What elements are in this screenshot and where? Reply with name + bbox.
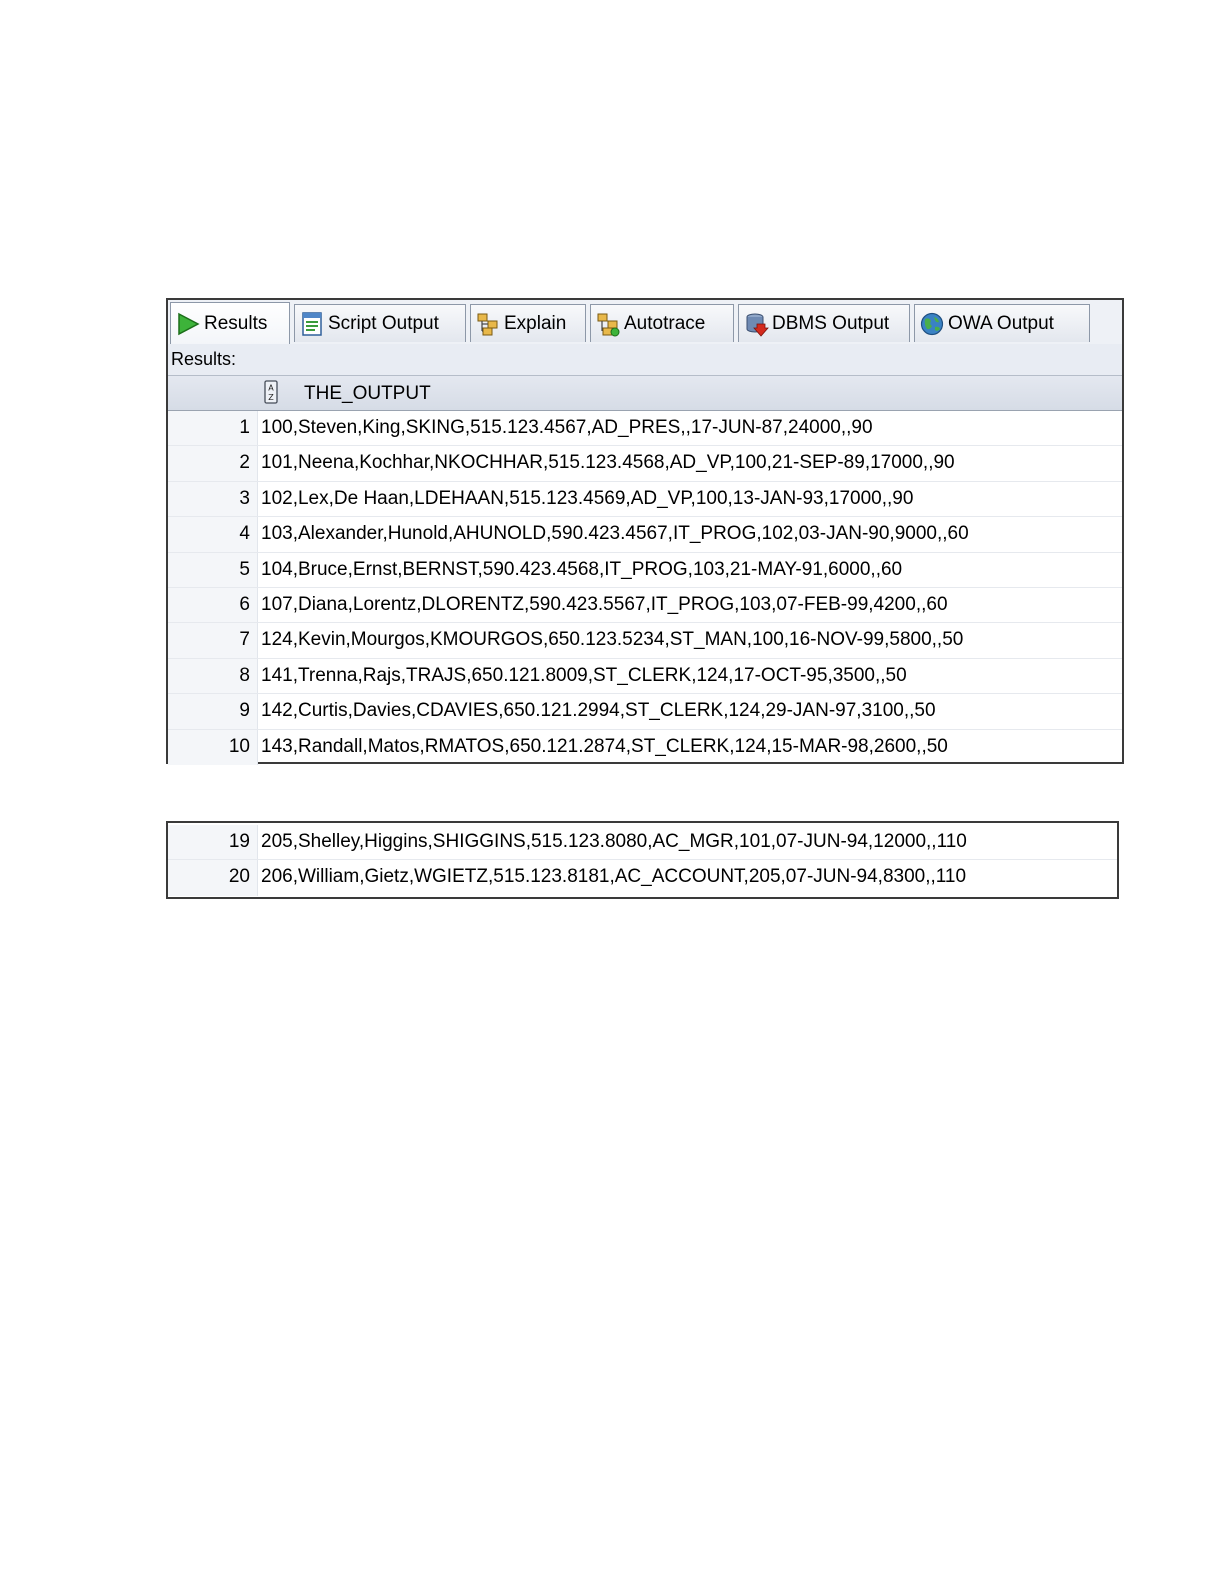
dbms-output-icon (743, 311, 769, 337)
script-output-icon (299, 311, 325, 337)
results-grid (168, 411, 1122, 765)
table-row[interactable] (168, 446, 1122, 481)
row-value: 107,Diana,Lorentz,DLORENTZ,590.423.5567,IT_PROG,103,07-FEB-99,4200,,60 (261, 593, 948, 615)
table-row[interactable] (168, 482, 1122, 517)
svg-text:Z: Z (268, 393, 274, 402)
row-value: 101,Neena,Kochhar,NKOCHHAR,515.123.4568,AD_VP,100,21-SEP-89,17000,,90 (261, 452, 955, 474)
table-row[interactable] (168, 825, 1117, 860)
tab-results[interactable] (170, 302, 290, 344)
autotrace-icon (595, 311, 621, 337)
row-number: 2 (239, 452, 250, 474)
row-value: 141,Trenna,Rajs,TRAJS,650.121.8009,ST_CLERK,124,17-OCT-95,3500,,50 (261, 664, 907, 686)
row-value: 103,Alexander,Hunold,AHUNOLD,590.423.4567,IT_PROG,102,03-JAN-90,9000,,60 (261, 523, 969, 545)
row-value: 206,William,Gietz,WGIETZ,515.123.8181,AC_ACCOUNT,205,07-JUN-94,8300,,110 (261, 866, 967, 888)
row-value: 142,Curtis,Davies,CDAVIES,650.121.2994,ST_CLERK,124,29-JAN-97,3100,,50 (261, 700, 936, 722)
column-title: THE_OUTPUT (304, 383, 431, 404)
table-row[interactable] (168, 623, 1122, 658)
results-panel (166, 298, 1124, 764)
table-row[interactable] (168, 659, 1122, 694)
table-row[interactable] (168, 860, 1117, 895)
row-value: 102,Lex,De Haan,LDEHAAN,515.123.4569,AD_VP,100,13-JAN-93,17000,,90 (261, 487, 914, 509)
tab-script-output[interactable] (294, 304, 466, 342)
tab-autotrace[interactable] (590, 304, 734, 342)
row-number: 9 (239, 700, 250, 722)
row-number: 20 (228, 866, 250, 888)
row-number: 4 (239, 523, 250, 545)
tab-explain-label: Explain (504, 312, 567, 334)
tab-owa-output-label: OWA Output (948, 312, 1054, 334)
row-number: 1 (239, 417, 250, 438)
table-row[interactable] (168, 553, 1122, 588)
row-number: 3 (239, 487, 250, 509)
output-tab-bar (168, 300, 1122, 345)
owa-globe-icon (919, 311, 945, 337)
row-value: 104,Bruce,Ernst,BERNST,590.423.4568,IT_PROG,103,21-MAY-91,6000,,60 (261, 558, 903, 580)
row-value: 124,Kevin,Mourgos,KMOURGOS,650.123.5234,ST_MAN,100,16-NOV-99,5800,,50 (261, 629, 964, 651)
tab-explain[interactable] (470, 304, 586, 342)
tab-owa-output[interactable] (914, 304, 1090, 342)
table-row[interactable] (168, 517, 1122, 552)
sort-az-icon (264, 380, 278, 404)
row-number: 5 (239, 558, 250, 580)
table-row[interactable] (168, 730, 1122, 765)
results-panel-continued (166, 821, 1119, 899)
results-caption: Results: (168, 344, 1122, 375)
row-value: 205,Shelley,Higgins,SHIGGINS,515.123.8080,AC_MGR,101,07-JUN-94,12000,,110 (261, 831, 967, 852)
results-grid-continued (168, 825, 1117, 896)
table-row[interactable] (168, 588, 1122, 623)
svg-text:A: A (268, 383, 274, 393)
table-row[interactable] (168, 411, 1122, 446)
tab-script-output-label: Script Output (328, 312, 439, 334)
row-value: 143,Randall,Matos,RMATOS,650.121.2874,ST_CLERK,124,15-MAR-98,2600,,50 (261, 735, 948, 757)
row-number: 8 (239, 664, 250, 686)
row-number: 10 (228, 735, 250, 757)
row-number: 7 (239, 629, 250, 651)
run-triangle-icon (175, 311, 201, 337)
tab-dbms-output[interactable] (738, 304, 910, 342)
row-value: 100,Steven,King,SKING,515.123.4567,AD_PRES,,17-JUN-87,24000,,90 (261, 417, 873, 438)
row-number: 19 (228, 831, 250, 852)
table-row[interactable] (168, 694, 1122, 729)
tab-autotrace-label: Autotrace (624, 312, 706, 334)
explain-plan-icon (475, 311, 501, 337)
row-number: 6 (239, 593, 250, 615)
tab-results-label: Results (204, 312, 268, 334)
tab-dbms-output-label: DBMS Output (772, 312, 890, 334)
column-header-the-output[interactable] (168, 375, 1122, 411)
